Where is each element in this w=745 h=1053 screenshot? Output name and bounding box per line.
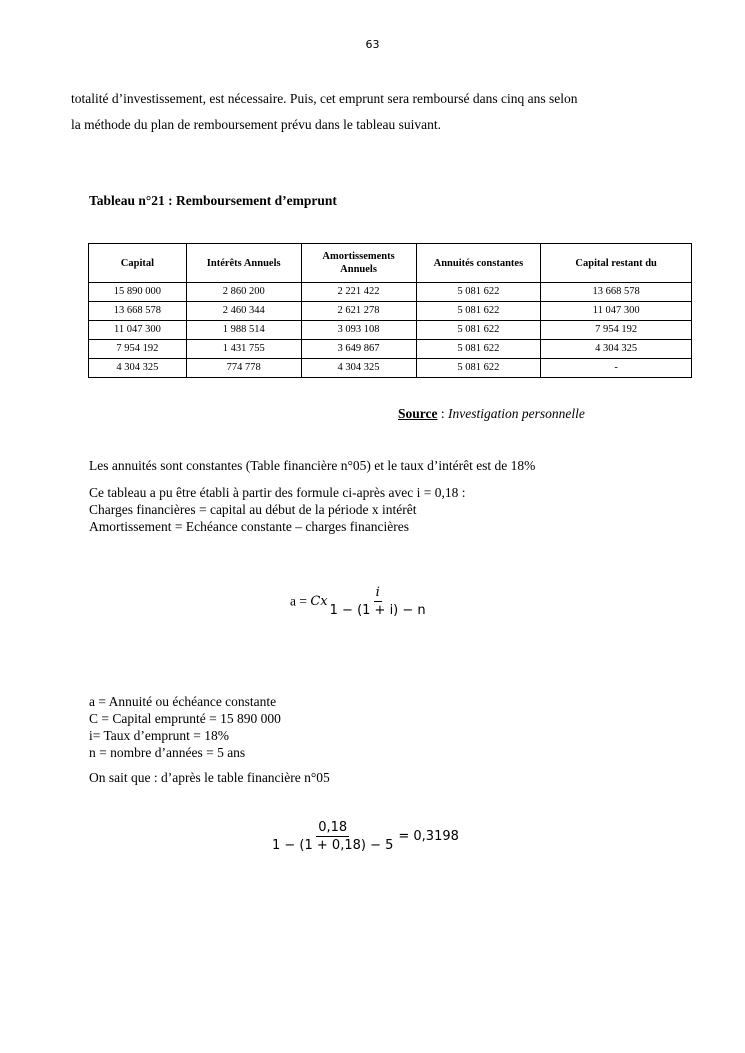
table-cell: 2 221 422 — [301, 283, 416, 302]
table-cell: 774 778 — [186, 359, 301, 378]
header-annuites: Annuités constantes — [416, 244, 541, 283]
formula-annuity-cx: Cx — [310, 594, 328, 609]
formula-factor — [270, 820, 459, 853]
table-cell: 5 081 622 — [416, 302, 541, 321]
formula-annuity-denominator: 1 − (1 + i) − n — [329, 603, 426, 618]
page-number: 63 — [365, 38, 380, 51]
table-cell: 7 954 192 — [541, 321, 692, 340]
table-caption: Tableau n°21 : Remboursement d’emprunt — [89, 193, 337, 208]
header-amortissements — [301, 244, 416, 283]
table-cell: 11 047 300 — [541, 302, 692, 321]
intro-line-2: la méthode du plan de remboursement prévu dans le tableau suivant. — [71, 117, 442, 132]
paragraph-annuites: Les annuités sont constantes (Table financière n°05) et le taux d’intérêt est de 18% — [89, 458, 536, 473]
table-header-row — [89, 244, 692, 283]
definition-a: a = Annuité ou échéance constante — [89, 694, 277, 709]
table-cell: 15 890 000 — [89, 283, 187, 302]
table-cell: 1 431 755 — [186, 340, 301, 359]
source-label: Source — [398, 406, 438, 421]
table-row — [89, 283, 692, 302]
table-cell: 4 304 325 — [301, 359, 416, 378]
formula-annuity-lhs: a = — [290, 593, 311, 609]
table-cell: 1 988 514 — [186, 321, 301, 340]
header-amortissements-label: Amortissements Annuels — [322, 251, 395, 275]
table-row — [89, 321, 692, 340]
table-cell: 7 954 192 — [89, 340, 187, 359]
formula-factor-numerator: 0,18 — [318, 820, 348, 835]
definition-c: C = Capital emprunté = 15 890 000 — [89, 711, 281, 726]
source-note — [398, 406, 585, 422]
table-cell: 4 304 325 — [89, 359, 187, 378]
formula-factor-result: = 0,3198 — [398, 829, 459, 844]
table-row — [89, 359, 692, 378]
paragraph-charges: Charges financières = capital au début de la période x intérêt — [89, 502, 417, 517]
table-cell: 11 047 300 — [89, 321, 187, 340]
definition-n: n = nombre d’années = 5 ans — [89, 745, 246, 760]
definition-i: i= Taux d’emprunt = 18% — [89, 728, 230, 743]
paragraph-amortissement: Amortissement = Echéance constante – charges financières — [89, 519, 409, 534]
table-cell: 5 081 622 — [416, 340, 541, 359]
intro-line-1: totalité d’investissement, est nécessaire. Puis, cet emprunt sera remboursé dans cinq ans selon — [71, 91, 578, 106]
table-cell: 3 093 108 — [301, 321, 416, 340]
conclusion-line: On sait que : d’après le table financière n°05 — [89, 770, 330, 785]
table-cell: - — [541, 359, 692, 378]
table-row — [89, 340, 692, 359]
table-cell: 2 860 200 — [186, 283, 301, 302]
table-row — [89, 302, 692, 321]
header-capital: Capital — [89, 244, 187, 283]
table-cell: 3 649 867 — [301, 340, 416, 359]
header-capital-restant: Capital restant du — [541, 244, 692, 283]
table-cell: 13 668 578 — [89, 302, 187, 321]
formula-annuity — [290, 585, 428, 625]
table-cell: 2 460 344 — [186, 302, 301, 321]
table-cell: 5 081 622 — [416, 359, 541, 378]
header-interets: Intérêts Annuels — [186, 244, 301, 283]
table-cell: 5 081 622 — [416, 283, 541, 302]
formula-annuity-numerator: i — [375, 585, 380, 600]
table-cell: 2 621 278 — [301, 302, 416, 321]
paragraph-formule: Ce tableau a pu être établi à partir des formule ci-après avec i = 0,18 : — [89, 485, 466, 500]
formula-factor-denominator: 1 − (1 + 0,18) − 5 — [272, 838, 394, 853]
source-separator: : — [437, 406, 449, 421]
source-text: Investigation personnelle — [448, 406, 585, 421]
table-cell: 5 081 622 — [416, 321, 541, 340]
table-cell: 4 304 325 — [541, 340, 692, 359]
table-cell: 13 668 578 — [541, 283, 692, 302]
repayment-table — [88, 243, 692, 378]
